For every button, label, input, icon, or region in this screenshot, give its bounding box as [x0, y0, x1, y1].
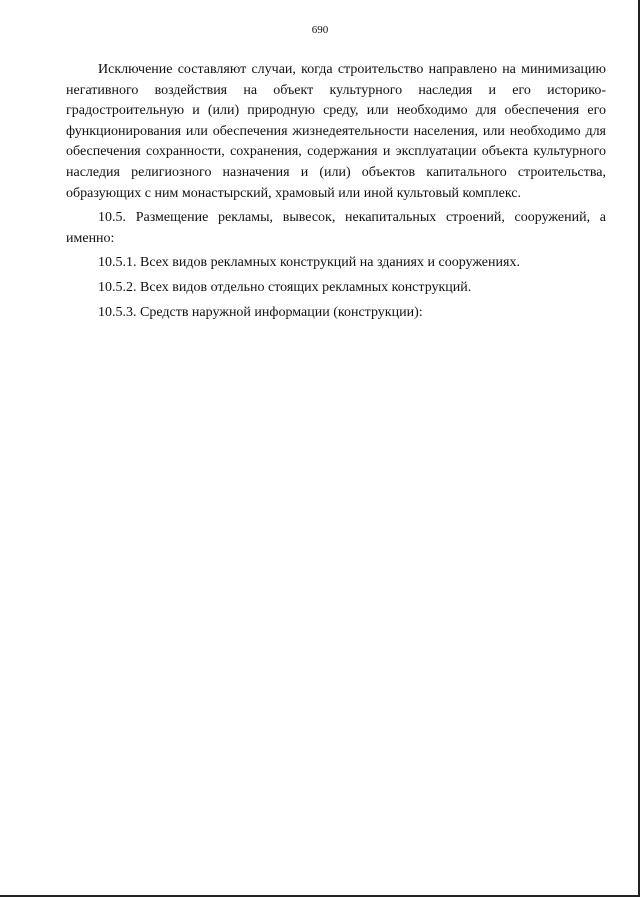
page-number: 690	[311, 24, 329, 36]
paragraph-10-5: 10.5. Размещение рекламы, вывесок, некапитальных строений, сооружений, а именно:	[66, 210, 606, 246]
paragraph-exception: Исключение составляют случаи, когда строительство направлено на минимизацию негативного воздействия на объект культурного наследия и его историко-градостроительную и (или) природную среду, или необходимо для обеспечения его функционирования или обеспечения жизнедеятельности населения, или необходимо для обеспечения сохранности, сохранения, содержания и эксплуатации объекта культурного наследия религиозного назначения и (или) объектов капитального строительства, образующих с ним монастырский, храмовый или иной культовый комплекс.	[66, 62, 606, 201]
paragraph-10-5-3: 10.5.3. Средств наружной информации (конструкции):	[98, 304, 423, 320]
paragraph-10-5-1: 10.5.1. Всех видов рекламных конструкций на зданиях и сооружениях.	[98, 255, 520, 271]
document-body	[66, 60, 606, 323]
paragraph-10-5-2: 10.5.2. Всех видов отдельно стоящих рекламных конструкций.	[98, 279, 472, 295]
